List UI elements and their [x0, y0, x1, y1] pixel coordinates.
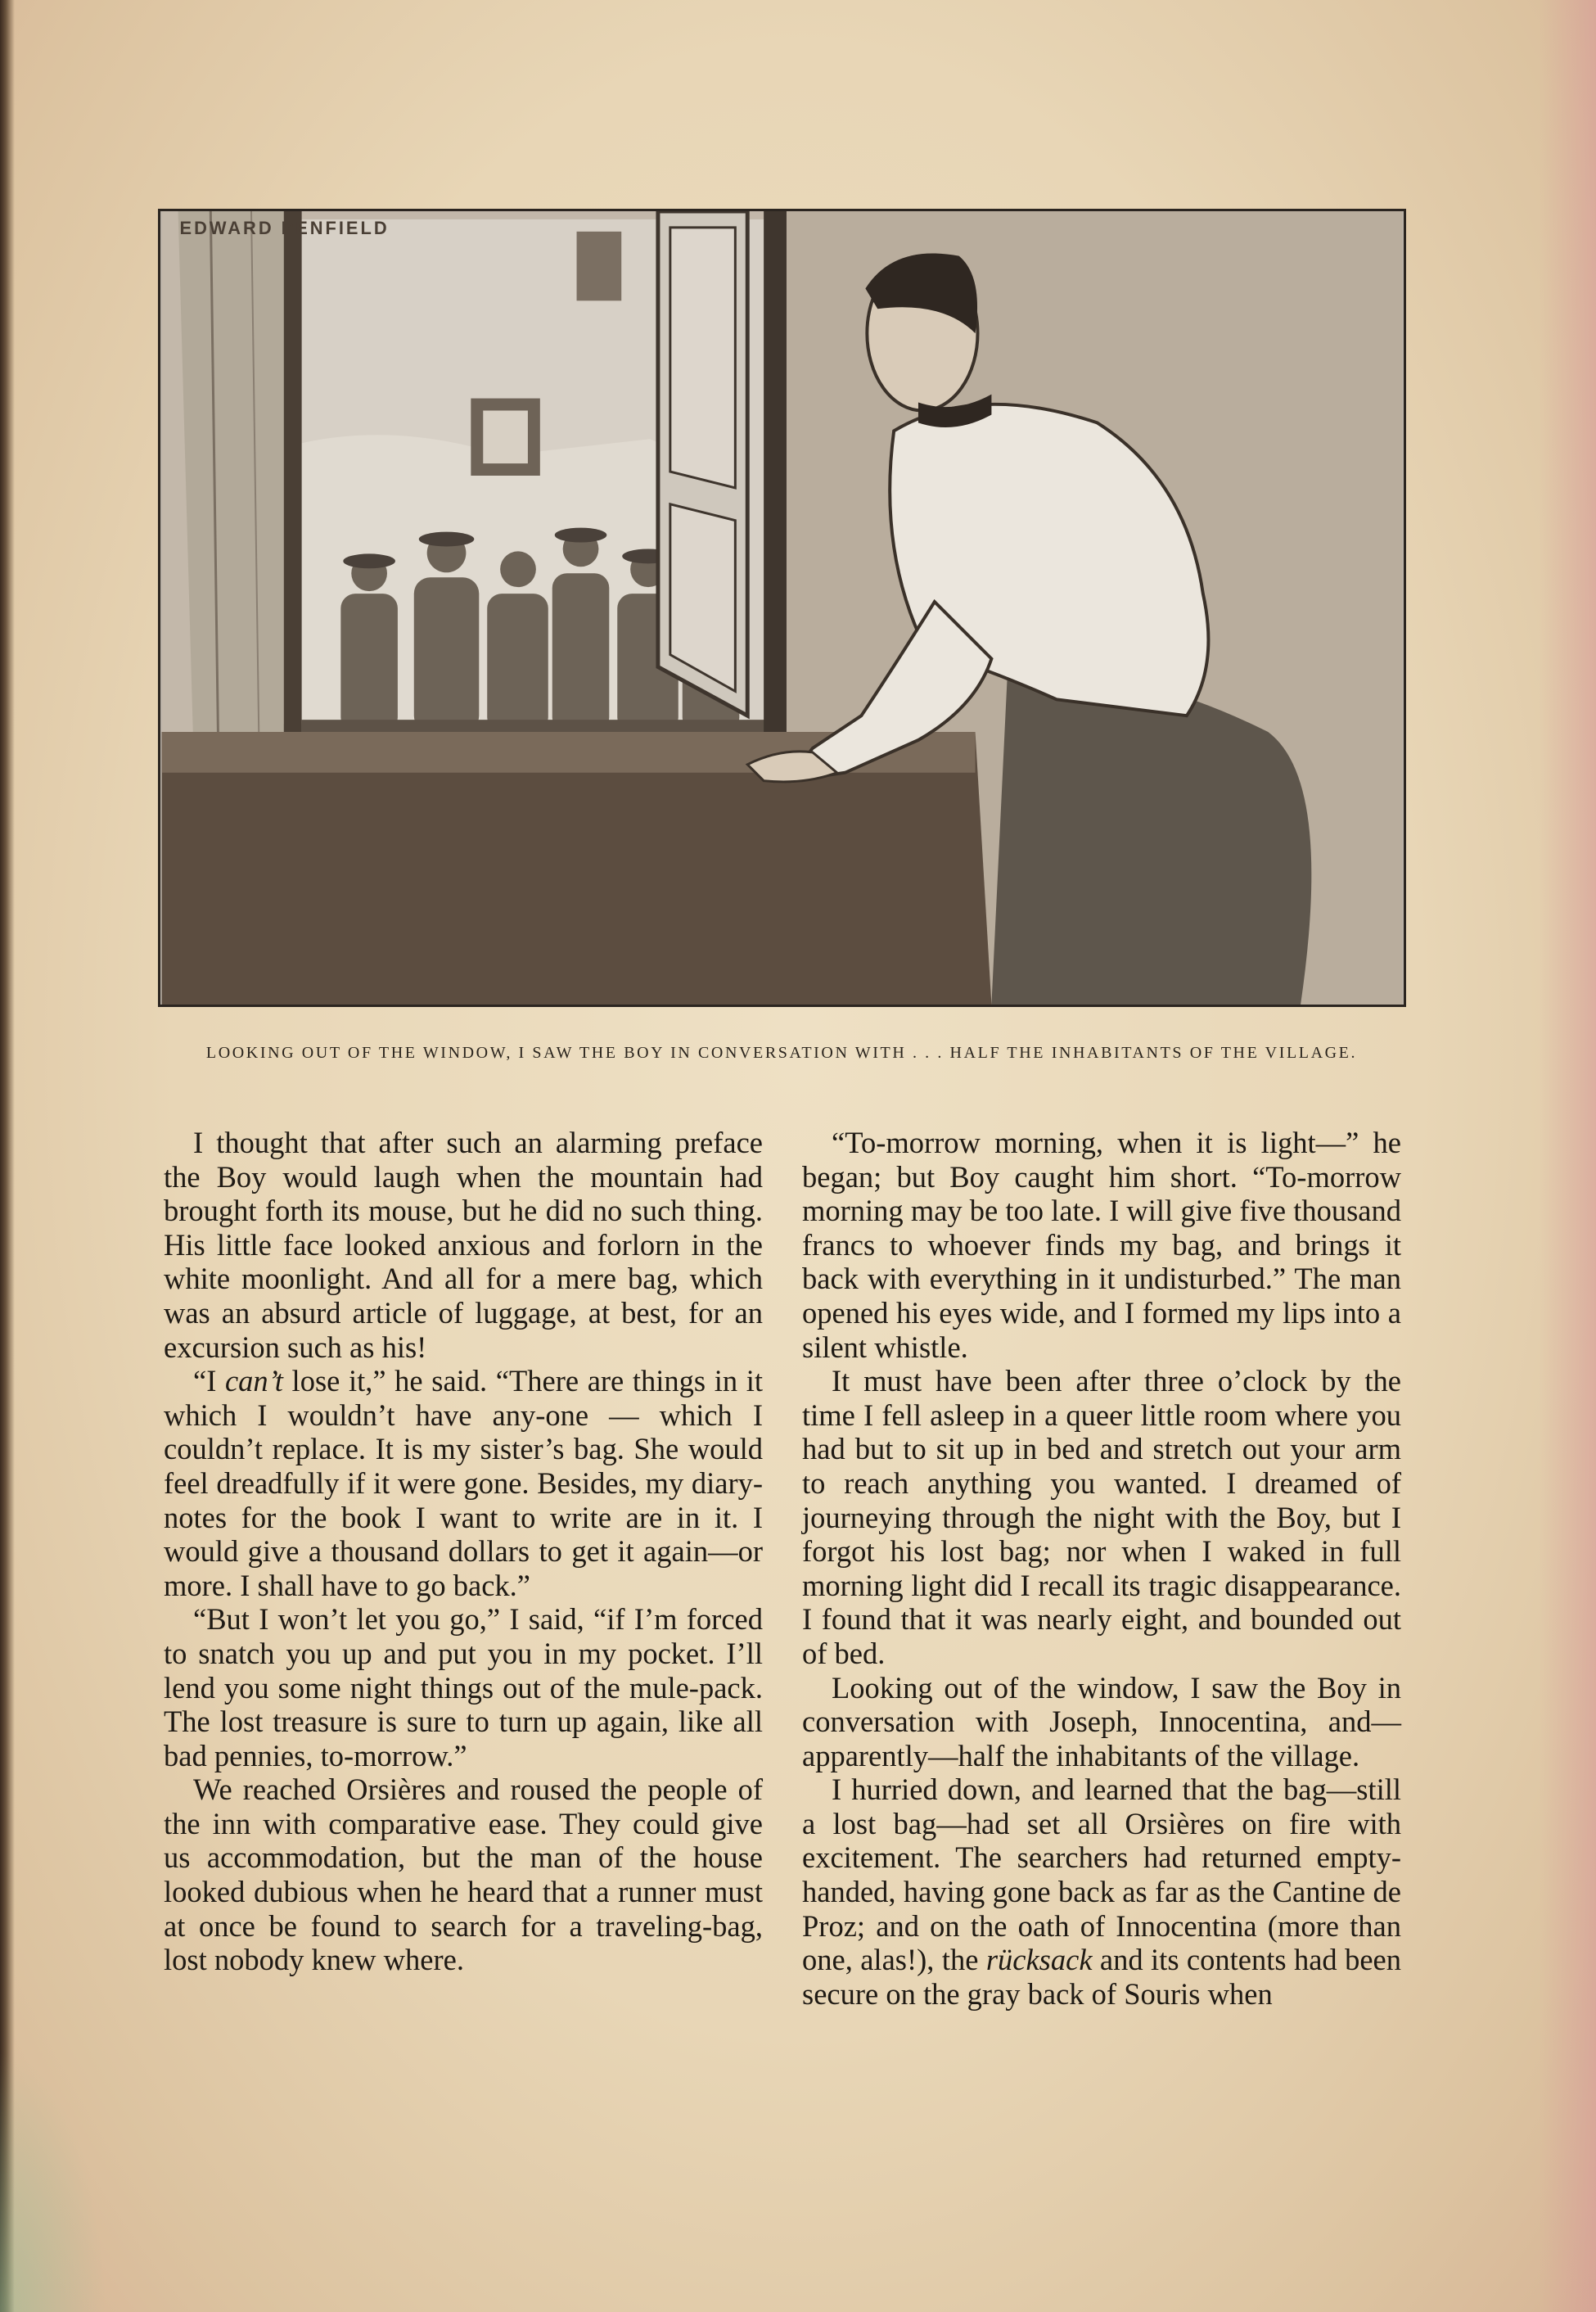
text-column-left [164, 1126, 763, 1977]
emphasis-text: rücksack [985, 1943, 1093, 1977]
illustration-caption: LOOKING OUT OF THE WINDOW, I SAW THE BOY IN CONVERSATION WITH . . . HALF THE INHABITANTS OF THE VILLAGE. [205, 1044, 1358, 1062]
illustration-signature: EDWARD PENFIELD [179, 217, 390, 238]
page-binding [0, 0, 15, 2312]
paragraph: We reached Orsières and roused the people of the inn with comparative ease. They could give us accommodation, but the man of the house looked dubious when he heard that a runner must at once be found to search for a traveling-bag, lost nobody knew where. [164, 1772, 763, 1977]
paragraph [164, 1364, 763, 1602]
paragraph-text: lose it,” he said. “There are things in it which I wouldn’t have any-one — which I couldn’t replace. It is my sister’s bag. She would feel dreadfully if it were gone. Besides, my diary-notes for the book I want to write are in it. I would give a thousand dollars to get it again—or more. I shall have to go back.” [164, 1364, 764, 1602]
paragraph-text: “I [193, 1364, 225, 1398]
emphasis-text: can’t [224, 1364, 283, 1398]
paragraph: “But I won’t let you go,” I said, “if I’m forced to snatch you up and put you in my pocket. I’ll lend you some night things out of the mule-pack. The lost treasure is sure to turn up again, like all bad pennies, to-morrow.” [164, 1602, 763, 1772]
illustration [158, 209, 1406, 1007]
paragraph-text: I hurried down, and learned that the bag—still a lost bag—had set all Orsières on fire with excitement. The searchers had returned empty-handed, having gone back as far as the Cantine de Proz; and on the oath of Innocentina (more than one, alas!), the [802, 1772, 1401, 1977]
page-stain [0, 2050, 106, 2312]
paragraph-text: and its contents had been secure on the gray back of Souris when [802, 1943, 1401, 2011]
illustration-drawing [160, 211, 1404, 1005]
paragraph: “To-morrow morning, when it is light—” he began; but Boy caught him short. “To-morrow morning may be too late. I will give five thousand francs to whoever finds my bag, and brings it back with everything in it undisturbed.” The man opened his eyes wide, and I formed my lips into a silent whistle. [802, 1126, 1401, 1364]
page-edge-tint [1539, 0, 1596, 2312]
paragraph: It must have been after three o’clock by the time I fell asleep in a queer little room where you had but to sit up in bed and stretch out your arm to reach anything you wanted. I dreamed of journeying through the night with the Boy, but I forgot his lost bag; nor when I waked in full morning light did I recall its tragic disappearance. I found that it was nearly eight, and bounded out of bed. [802, 1364, 1401, 1670]
text-column-right [802, 1126, 1401, 2011]
paragraph: I thought that after such an alarming preface the Boy would laugh when the mountain had brought forth its mouse, but he did no such thing. His little face looked anxious and forlorn in the white moonlight. And all for a mere bag, which was an absurd article of luggage, at best, for an excursion such as his! [164, 1126, 763, 1364]
paragraph [802, 1772, 1401, 2011]
paragraph: Looking out of the window, I saw the Boy in conversation with Joseph, Innocentina, and—apparently—half the inhabitants of the village. [802, 1670, 1401, 1772]
